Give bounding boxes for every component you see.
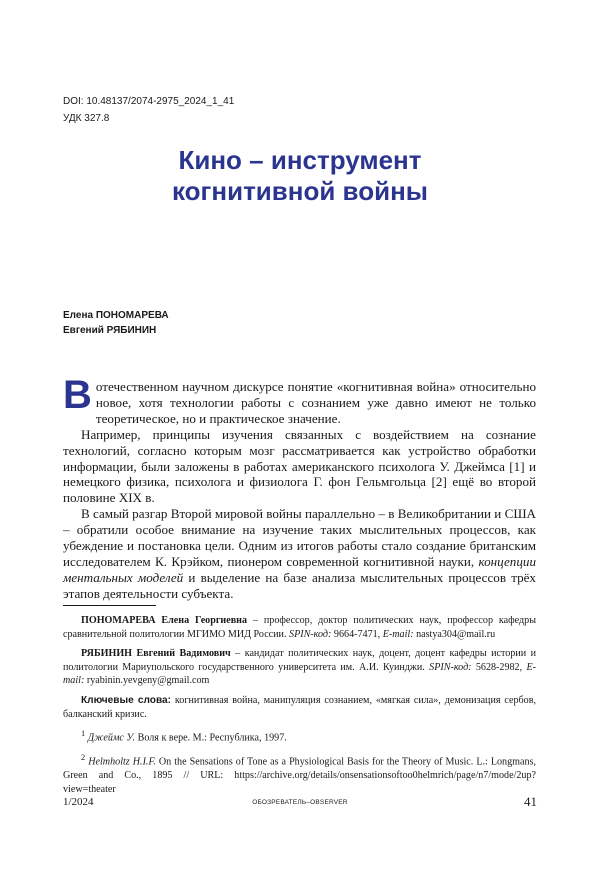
drop-cap: В — [63, 373, 92, 417]
article-title — [0, 145, 600, 207]
footnote-author: Джеймс У. — [87, 732, 136, 744]
emphasis-text: концепции ментальных моделей — [63, 553, 536, 585]
footnote — [63, 751, 536, 796]
footnote — [63, 727, 536, 745]
paragraph-text: В самый разгар Второй мировой войны параллельно – в Великобритании и США – обратили особое внимание на изучение таких мыслительных процессов, как убеждение и постановка цели. Одним из итогов работы стало создание британским исследователем К. Крэйком, пионером современной когнитивной науки, — [63, 506, 536, 569]
footnote-divider — [63, 605, 156, 606]
keywords-label: Ключевые слова: — [81, 694, 172, 706]
article-title-line-1: Кино – инструмент — [178, 145, 422, 175]
footnote-author: Helmholtz H.I.F. — [88, 756, 156, 768]
author-info-name: РЯБИНИН Евгений Вадимович — [81, 648, 231, 660]
footnote-text: Воля к вере. М.: Республика, 1997. — [135, 732, 287, 744]
udk-code: УДК 327.8 — [63, 113, 110, 124]
author-info-text: – кандидат политических наук, доцент, доцент кафедры истории и политологии Мариупольского государственного университета им. А.И. Куинджи. — [63, 648, 536, 673]
author-info — [63, 614, 536, 641]
page-number: 41 — [524, 794, 537, 809]
article-body — [63, 373, 536, 602]
footnote-number: 2 — [81, 753, 86, 763]
paragraph — [63, 373, 536, 427]
spin-code: 5628-2982, — [471, 661, 527, 673]
author-list — [63, 308, 169, 338]
author-name: Евгений РЯБИНИН — [63, 325, 157, 336]
paragraph-text: отечественном научном дискурсе понятие «когнитивная война» относительно новое, хотя технологии работы с сознанием уже давно имеют не только теоретическое, но и практическое значение. — [95, 379, 536, 426]
article-title-line-2: когнитивной войны — [172, 176, 428, 206]
author-info-text: – профессор, доктор политических наук, профессор кафедры сравнительной политологии МГИМО МИД России. — [63, 615, 536, 640]
paragraph-text: и выделение на базе анализа мыслительных процессов трёх этапов деятельности субъекта. — [63, 569, 536, 601]
doi: DOI: 10.48137/2074-2975_2024_1_41 — [63, 96, 235, 107]
keywords-text: когнитивная война, манипуляция сознанием, «мягкая сила», демонизация сербов, балканский кризис. — [63, 694, 536, 720]
keywords — [63, 694, 536, 721]
paragraph: Например, принципы изучения связанных с воздействием на сознание технологий, согласно которым мозг рассматривается как устройство обработки информации, были заложены в работах американского психолога У. Джеймса [1] и немецкого физика, психолога и физиолога Г. фон Гельмгольца [2] ещё во второй половине XIX в. — [63, 426, 536, 506]
spin-code: 9664-7471, — [331, 628, 383, 640]
footnotes — [63, 614, 536, 802]
spin-label: SPIN-код: — [289, 628, 332, 640]
email-label: E-mail: — [63, 661, 536, 687]
author-info — [63, 647, 536, 688]
email-address: ryabinin.yevgeny@gmail.com — [84, 675, 210, 687]
issue-number: 1/2024 — [63, 796, 94, 808]
journal-name: ОБОЗРЕВАТЕЛЬ–OBSERVER — [252, 799, 348, 806]
email-label: E-mail: — [382, 628, 414, 640]
author-name: Елена ПОНОМАРЕВА — [63, 310, 169, 321]
paragraph — [63, 506, 536, 601]
spin-label: SPIN-код: — [429, 661, 472, 673]
footnote-number: 1 — [81, 729, 86, 739]
footnote-text: On the Sensations of Tone as a Physiological Basis for the Theory of Music. L.: Longmans, Green and Co., 1895 // URL: https://archive.org/details/onsensationsoftoo0helmrich/page/n7/mode/2up?view=theater — [63, 756, 536, 795]
email-address: nastya304@mail.ru — [413, 628, 496, 640]
author-info-name: ПОНОМАРЕВА Елена Георгиевна — [81, 615, 248, 626]
